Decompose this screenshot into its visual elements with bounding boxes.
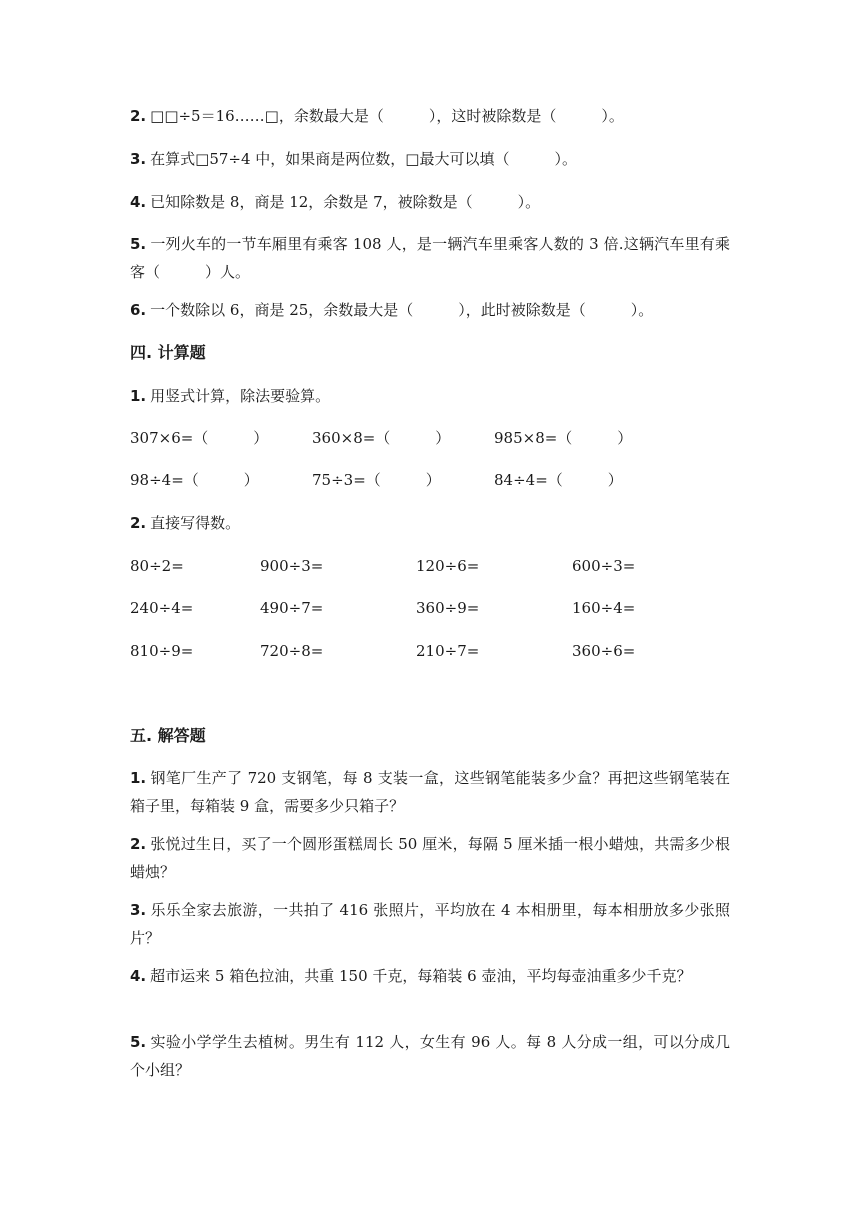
calc-item: 75÷3=（ ） <box>312 471 441 489</box>
question-number: 6. <box>130 301 147 319</box>
calc-item: 307×6=（ ） <box>130 429 269 447</box>
calc-item: 210÷7= <box>416 642 480 660</box>
question-text: 已知除数是 8，商是 12，余数是 7，被除数是（ ）。 <box>150 193 541 211</box>
question-text: 一列火车的一节车厢里有乘客 108 人，是一辆汽车里乘客人数的 3 倍.这辆汽车里有乘客（ ）人。 <box>130 235 730 281</box>
mental-calc-row <box>130 556 730 576</box>
word-problem-1 <box>130 764 730 820</box>
calc-item: 120÷6= <box>416 557 480 575</box>
word-problem-2 <box>130 830 730 886</box>
question-number: 2. <box>130 514 147 532</box>
calc-item: 80÷2= <box>130 557 184 575</box>
mental-calc-row <box>130 641 730 661</box>
question-text: 用竖式计算，除法要验算。 <box>150 387 331 405</box>
calc-item: 360÷9= <box>416 599 480 617</box>
question-6 <box>130 300 653 320</box>
calc-question-1 <box>130 386 330 406</box>
question-text: 乐乐全家去旅游，一共拍了 416 张照片，平均放在 4 本相册里，每本相册放多少张照片？ <box>130 901 730 947</box>
question-text: 实验小学学生去植树。男生有 112 人，女生有 96 人。每 8 人分成一组，可以分成几个小组？ <box>130 1033 730 1079</box>
calc-item: 240÷4= <box>130 599 194 617</box>
section-title-word-problems: 五. 解答题 <box>130 726 206 745</box>
question-text: 超市运来 5 箱色拉油，共重 150 千克，每箱装 6 壶油，平均每壶油重多少千克？ <box>150 967 692 985</box>
question-number: 4. <box>130 193 147 211</box>
question-number: 3. <box>130 901 147 919</box>
question-number: 5. <box>130 1033 147 1051</box>
mental-calc-row <box>130 598 730 618</box>
question-number: 4. <box>130 967 147 985</box>
question-number: 5. <box>130 235 147 253</box>
question-text: 在算式□57÷4 中，如果商是两位数，□最大可以填（ ）。 <box>150 150 577 168</box>
calc-item: 360÷6= <box>572 642 636 660</box>
question-number: 3. <box>130 150 147 168</box>
calc-question-2 <box>130 513 240 533</box>
calc-item: 84÷4=（ ） <box>494 471 623 489</box>
question-text: 张悦过生日，买了一个圆形蛋糕周长 50 厘米，每隔 5 厘米插一根小蜡烛，共需多少根蜡烛？ <box>130 835 730 881</box>
question-text: 一个数除以 6，商是 25，余数最大是（ ），此时被除数是（ ）。 <box>150 301 654 319</box>
vertical-calc-row <box>130 428 730 448</box>
question-4 <box>130 192 540 212</box>
word-problem-5 <box>130 1028 730 1084</box>
calc-item: 900÷3= <box>260 557 324 575</box>
calc-item: 720÷8= <box>260 642 324 660</box>
question-3 <box>130 149 577 169</box>
calc-item: 985×8=（ ） <box>494 429 633 447</box>
question-number: 1. <box>130 387 147 405</box>
calc-item: 98÷4=（ ） <box>130 471 259 489</box>
question-2 <box>130 106 624 126</box>
question-5 <box>130 230 730 286</box>
calc-item: 360×8=（ ） <box>312 429 451 447</box>
calc-item: 810÷9= <box>130 642 194 660</box>
calc-item: 160÷4= <box>572 599 636 617</box>
word-problem-4 <box>130 962 730 990</box>
calc-item: 490÷7= <box>260 599 324 617</box>
word-problem-3 <box>130 896 730 952</box>
question-text: 钢笔厂生产了 720 支钢笔，每 8 支装一盒，这些钢笔能装多少盒？再把这些钢笔装在箱子里，每箱装 9 盒，需要多少只箱子？ <box>130 769 730 815</box>
question-number: 1. <box>130 769 147 787</box>
vertical-calc-row <box>130 470 730 490</box>
section-title-calculation: 四. 计算题 <box>130 343 206 362</box>
question-number: 2. <box>130 835 147 853</box>
question-text: □□÷5＝16……□，余数最大是（ ），这时被除数是（ ）。 <box>150 107 624 125</box>
calc-item: 600÷3= <box>572 557 636 575</box>
question-number: 2. <box>130 107 147 125</box>
question-text: 直接写得数。 <box>150 514 241 532</box>
